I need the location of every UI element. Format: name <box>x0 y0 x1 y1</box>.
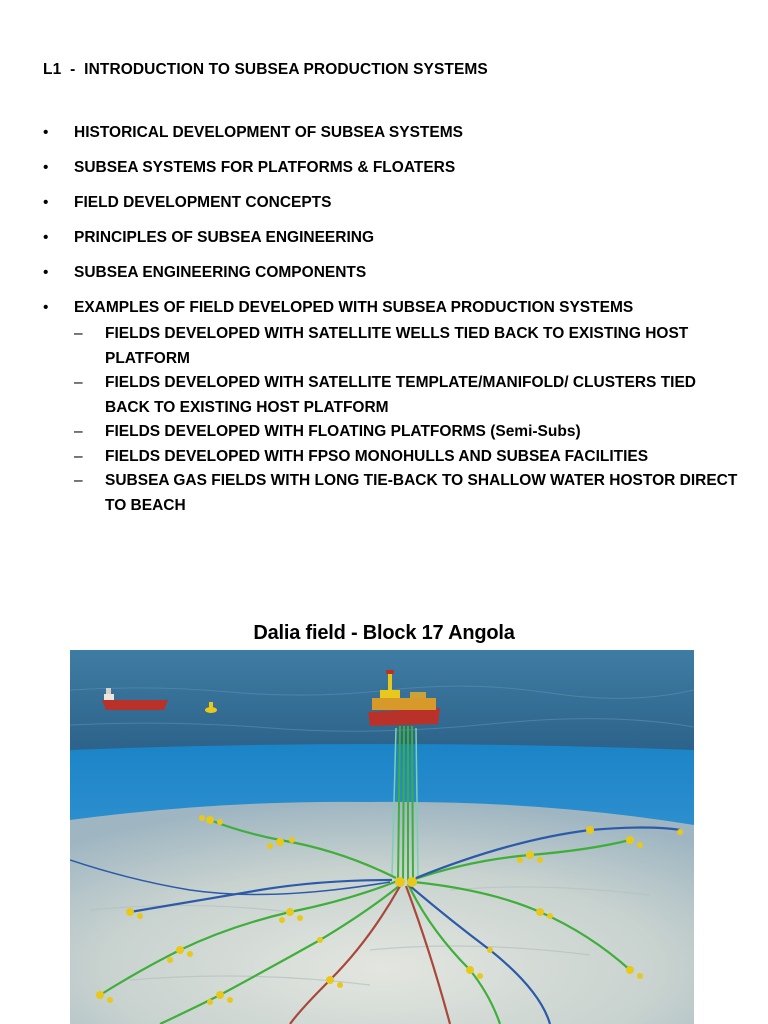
dash-icon: – <box>74 374 83 391</box>
bullet-icon: • <box>43 124 49 141</box>
list-item-text: FIELD DEVELOPMENT CONCEPTS <box>74 194 332 211</box>
sub-list-item-text: FIELDS DEVELOPED WITH FPSO MONOHULLS AND SUBSEA FACILITIES <box>105 447 649 465</box>
list-item <box>43 298 743 518</box>
dash-icon: – <box>74 472 83 489</box>
list-item-text: PRINCIPLES OF SUBSEA ENGINEERING <box>74 229 374 246</box>
dash-icon: – <box>74 325 83 342</box>
dash-icon: – <box>74 423 83 440</box>
sub-list-item-text: FIELDS DEVELOPED WITH SATELLITE WELLS TIED BACK TO EXISTING HOST PLATFORM <box>105 325 689 367</box>
list-item-text: SUBSEA SYSTEMS FOR PLATFORMS & FLOATERS <box>74 159 456 176</box>
list-item <box>43 123 743 143</box>
topic-list <box>43 123 743 533</box>
figure-caption: Dalia field - Block 17 Angola <box>253 622 515 644</box>
subsea-field-illustration <box>70 650 694 1024</box>
list-item-text: EXAMPLES OF FIELD DEVELOPED WITH SUBSEA PRODUCTION SYSTEMS <box>74 299 634 316</box>
list-item <box>43 193 743 213</box>
bullet-icon: • <box>43 299 49 316</box>
sub-list-item-text: FIELDS DEVELOPED WITH SATELLITE TEMPLATE/MANIFOLD/ CLUSTERS TIED BACK TO EXISTING HOST PLATFORM <box>105 374 697 416</box>
list-item <box>43 228 743 248</box>
list-item-text: HISTORICAL DEVELOPMENT OF SUBSEA SYSTEMS <box>74 124 463 141</box>
bullet-icon: • <box>43 264 49 281</box>
list-item <box>43 263 743 283</box>
dash-icon: – <box>74 447 83 465</box>
bullet-icon: • <box>43 159 49 176</box>
list-item <box>43 158 743 178</box>
sub-list-item <box>74 469 743 518</box>
sub-list-item <box>74 445 743 470</box>
bullet-icon: • <box>43 229 49 246</box>
sub-list <box>74 322 743 518</box>
seabed <box>70 802 694 1024</box>
dalia-field-illustration <box>70 650 694 1024</box>
sub-list-item-text: SUBSEA GAS FIELDS WITH LONG TIE-BACK TO SHALLOW WATER HOSTOR DIRECT TO BEACH <box>105 472 738 514</box>
sub-list-item-text: FIELDS DEVELOPED WITH FLOATING PLATFORMS (Semi-Subs) <box>105 423 581 440</box>
bullet-icon: • <box>43 194 49 211</box>
sub-list-item <box>74 322 743 371</box>
sub-list-item <box>74 420 743 445</box>
page-title: L1 - INTRODUCTION TO SUBSEA PRODUCTION SYSTEMS <box>43 61 488 78</box>
sub-list-item <box>74 371 743 420</box>
list-item-text: SUBSEA ENGINEERING COMPONENTS <box>74 264 367 281</box>
